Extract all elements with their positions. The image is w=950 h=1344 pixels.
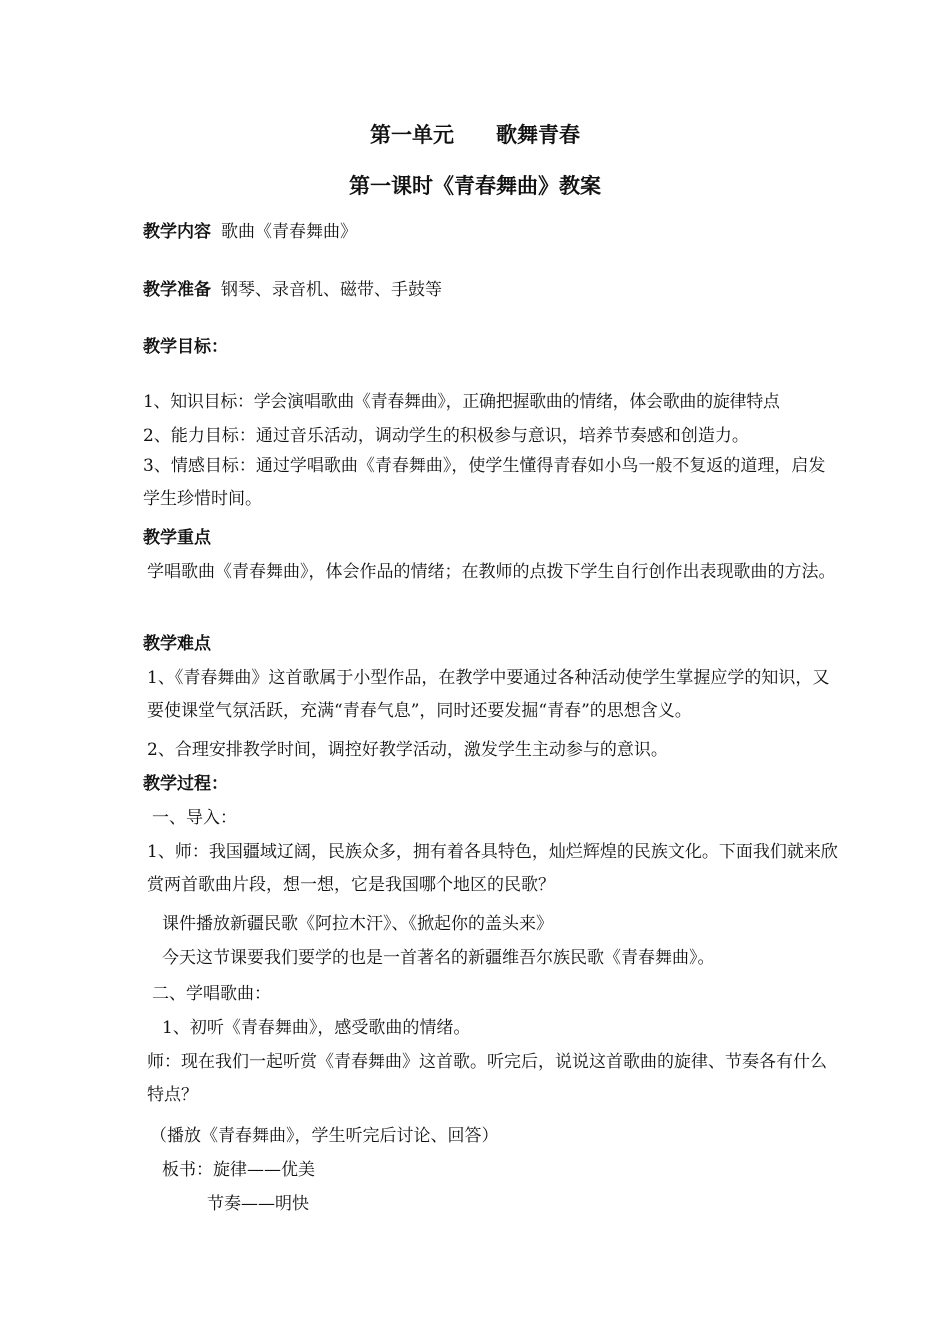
goal-item-3: 3、情感目标：通过学唱歌曲《青春舞曲》，使学生懂得青春如小鸟一般不复返的道理，启发学生珍惜时间。 [143,456,826,509]
section-1-title: 一、导入： [152,808,237,828]
section-1-play: 课件播放新疆民歌《阿拉木汗》、《掀起你的盖头来》 [162,914,553,934]
teaching-preparation [143,279,442,301]
lesson-title: 第一课时《青春舞曲》教案 [349,174,601,198]
board-line-1: 板书：旋律——优美 [162,1160,315,1180]
key-points-heading: 教学重点 [143,528,211,548]
process-heading: 教学过程： [143,774,228,794]
section-2-teacher: 师：现在我们一起听赏《青春舞曲》这首歌。听完后，说说这首歌曲的旋律、节奏各有什么特点？ [147,1052,827,1105]
section-2-title: 二、学唱歌曲： [152,984,271,1004]
difficulty-item-1: 1、《青春舞曲》这首歌属于小型作品，在教学中要通过各种活动使学生掌握应学的知识，又要使课堂气氛活跃，充满“青春气息”，同时还要发掘“青春”的思想含义。 [147,668,830,721]
section-2-step-1: 1、初听《青春舞曲》，感受歌曲的情绪。 [162,1018,471,1038]
goals-heading: 教学目标： [143,337,228,357]
teaching-content-label: 教学内容 [143,222,211,242]
teaching-preparation-value: 钢琴、录音机、磁带、手鼓等 [221,280,442,300]
section-1-text: 1、师：我国疆域辽阔，民族众多，拥有着各具特色，灿烂辉煌的民族文化。下面我们就来欣赏两首歌曲片段，想一想，它是我国哪个地区的民歌？ [147,842,838,895]
goal-item-1: 1、知识目标：学会演唱歌曲《青春舞曲》，正确把握歌曲的情绪，体会歌曲的旋律特点 [143,392,780,412]
teaching-preparation-label: 教学准备 [143,280,211,300]
section-1-today: 今天这节课要我们要学的也是一首著名的新疆维吾尔族民歌《青春舞曲》。 [162,948,715,968]
difficulties-heading: 教学难点 [143,634,211,654]
difficulty-item-2: 2、合理安排教学时间，调控好教学活动，激发学生主动参与的意识。 [147,740,668,760]
teaching-content-value: 歌曲《青春舞曲》 [221,222,357,242]
teaching-content [143,221,357,243]
board-line-2: 节奏——明快 [207,1194,309,1214]
key-points-text: 学唱歌曲《青春舞曲》，体会作品的情绪；在教师的点拨下学生自行创作出表现歌曲的方法。 [147,562,836,582]
goal-item-2: 2、能力目标：通过音乐活动，调动学生的积极参与意识，培养节奏感和创造力。 [143,426,749,446]
section-2-play: （播放《青春舞曲》，学生听完后讨论、回答） [150,1126,499,1146]
unit-title: 第一单元 歌舞青春 [370,123,580,147]
